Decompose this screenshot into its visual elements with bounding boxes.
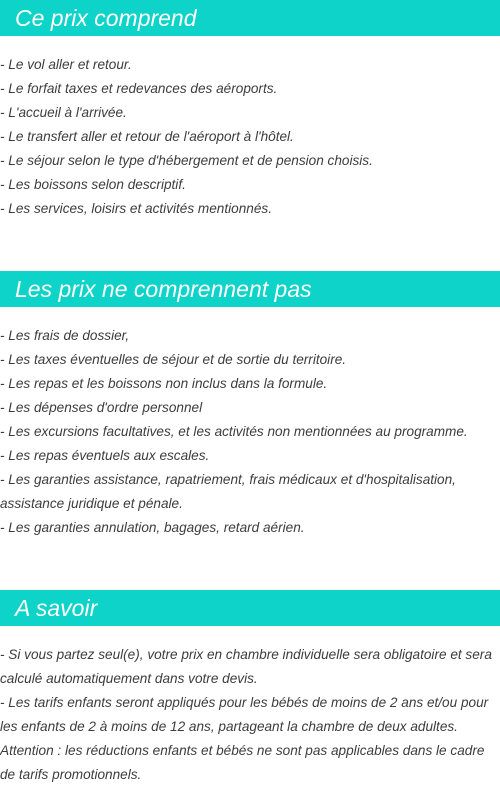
list-item: - Le séjour selon le type d'hébergement et de pension choisis. xyxy=(0,153,373,168)
list-item: - Le vol aller et retour. xyxy=(0,57,132,72)
list-item: - Les repas éventuels aux escales. xyxy=(0,448,210,463)
info-list xyxy=(0,643,500,787)
section-prix-ne-comprennent-pas xyxy=(0,271,500,540)
list-item: - Le transfert aller et retour de l'aéroport à l'hôtel. xyxy=(0,129,294,144)
list-item: - Les repas et les boissons non inclus dans la formule. xyxy=(0,376,328,391)
list-item: - Les taxes éventuelles de séjour et de sortie du territoire. xyxy=(0,352,347,367)
excluded-list xyxy=(0,324,500,540)
list-item: - Les excursions facultatives, et les activités non mentionnées au programme. xyxy=(0,424,468,439)
included-list xyxy=(0,53,500,221)
list-item: - Les dépenses d'ordre personnel xyxy=(0,400,203,415)
list-item: - Le forfait taxes et redevances des aéroports. xyxy=(0,81,278,96)
section-ce-prix-comprend xyxy=(0,0,500,221)
list-item: - Les tarifs enfants seront appliqués pour les bébés de moins de 2 ans et/ou pour les enfants de 2 à moins de 12 ans, partageant la chambre de deux adultes. xyxy=(0,695,489,734)
list-item: - Les services, loisirs et activités mentionnés. xyxy=(0,201,272,216)
list-item: - Si vous partez seul(e), votre prix en chambre individuelle sera obligatoire et sera calculé automatiquement dans votre devis. xyxy=(0,647,492,686)
list-item: - Les boissons selon descriptif. xyxy=(0,177,186,192)
list-item: - Les garanties assistance, rapatriement, frais médicaux et d'hospitalisation, assistance juridique et pénale. xyxy=(0,472,456,511)
section-header: A savoir xyxy=(0,590,500,626)
list-item: - Les frais de dossier, xyxy=(0,328,130,343)
list-item: Attention : les réductions enfants et bébés ne sont pas applicables dans le cadre de tarifs promotionnels. xyxy=(0,743,485,782)
section-a-savoir xyxy=(0,590,500,787)
section-header: Ce prix comprend xyxy=(0,0,500,36)
list-item: - Les garanties annulation, bagages, retard aérien. xyxy=(0,520,305,535)
section-header: Les prix ne comprennent pas xyxy=(0,271,500,307)
list-item: - L'accueil à l'arrivée. xyxy=(0,105,127,120)
